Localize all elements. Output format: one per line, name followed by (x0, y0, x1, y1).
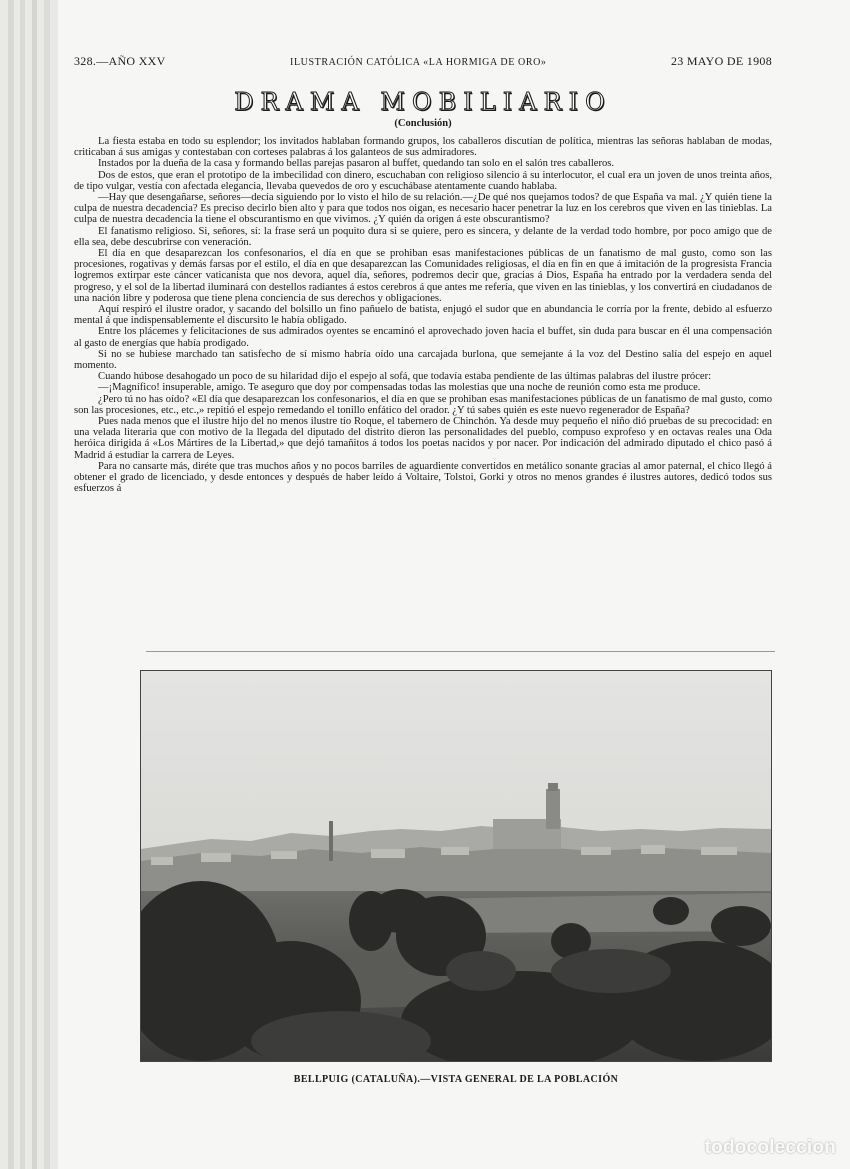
town-photograph (140, 670, 772, 1062)
paragraph: —¡Magnífico! insuperable, amigo. Te aseguro que doy por compensadas todas las molestias que una noche de reunión como esta me produce. (98, 382, 701, 394)
paragraph: Aquí respiró el ilustre orador, y sacando del bolsillo un fino pañuelo de batista, enjugó el sudor que en abundancia le corría por la frente, debido al esfuerzo mental á que indispensablemente el discursito le había obligado. (74, 304, 772, 327)
watermark-logo: todocoleccion (704, 1137, 836, 1158)
paragraph: Para no cansarte más, diréte que tras muchos años y no pocos barriles de aguardiente convertidos en metálico sonante gracias al amor paternal, el chico llegó á obtener el grado de licenciado, y desde entonces y después de haber leído á Voltaire, Tolstoi, Gorki y otros no menos grandes é ilustres autores, dedicó todos sus esfuerzos á (74, 460, 772, 495)
section-divider (146, 651, 775, 652)
page-number-year: 328.—AÑO XXV (74, 54, 166, 68)
paragraph: Dos de estos, que eran el prototipo de la imbecilidad con dinero, escuchaban con religioso silencio á su interlocutor, el cual era un joven de unos treinta años, de tipo vulgar, vestía con afectada elegancia, llevaba quevedos de oro y escuchábase atentamente cuando hablaba. (74, 169, 772, 192)
page-content (74, 54, 772, 495)
article-title: DRAMA MOBILIARIO (234, 88, 612, 116)
paragraph: Instados por la dueña de la casa y formando bellas parejas pasaron al buffet, quedando tan solo en el salón tres caballeros. (98, 158, 615, 170)
paragraph: Cuando húbose desahogado un poco de su hilaridad dijo el espejo al sofá, que todavía estaba pendiente de las últimas palabras del ilustre prócer: (98, 371, 712, 383)
article-subtitle: (Conclusión) (394, 118, 452, 129)
paragraph: Si no se hubiese marchado tan satisfecho de sí mismo habría oído una carcajada burlona, que semejante á la voz del Destino salía del espejo en aquel momento. (74, 348, 772, 372)
paragraph: Pues nada menos que el ilustre hijo del no menos ilustre tío Roque, el tabernero de Chinchón. Ya desde muy pequeño el niño dió pruebas de su precocidad: en una velada literaria que con motivo de la llegada del diputado del distrito dieron las personalidades del pueblo, compuso exprofeso y en octavas reales una Oda heróica dirigida á «Los Mártires de la Libertad,» que dejó tamañitos á todos los poetas nacidos y por nacer. Por indicación del admirado diputado el chico pasó á Madrid á estudiar la carrera de Leyes. (74, 416, 772, 461)
paragraph: El fanatismo religioso. Si, señores, sí: la frase será un poquito dura si se quiere, pero es sincera, y delante de la verdad todo hombre, por poco amigo que de ella sea, debe descubrirse con veneración. (74, 225, 772, 248)
publication-name: ILUSTRACIÓN CATÓLICA «LA HORMIGA DE ORO» (290, 57, 547, 68)
photo-caption: BELLPUIG (CATALUÑA).—VISTA GENERAL DE LA POBLACIÓN (293, 1074, 619, 1085)
page-stack-edges (0, 0, 60, 1169)
paragraph: El día en que desaparezcan los confesonarios, el día en que se prohiban esas manifestaciones públicas de un fanatismo de mal gusto, como son las procesiones, rogativas y demás farsas por el estilo, el día en que desaparezcan las Comunidades religiosas, el día en fin en que á imitación de la progresista Francia logremos extirpar este cáncer vaticanista que nos devora, aquel día, señores, podremos decir que, gracias á Dios, España ha entrado por la verdadera senda del progreso, y el sol de la libertad iluminará con destellos radiantes á estos cerebros á que antes me refería, que viven en las tinieblas, y los convertirá en ciudadanos de una nación libre y poderosa que tiene plena conciencia de sus derechos y obligaciones. (74, 248, 772, 304)
paragraph: —Hay que desengañarse, señores—decía siguiendo por lo visto el hilo de su relación.—¿De qué nos quejamos todos? de que España va mal. ¿Y quién tiene la culpa de nuestra decadencia? Es preciso decirlo bien alto y para que todos nos oigan, es necesario hacer penetrar la luz en los cerebros que viven en las tinieblas. La culpa de nuestra decadencia la tiene el obscurantismo en que vivimos. ¿Y quién da origen á este obscurantismo? (74, 192, 772, 226)
paragraph: Entre los plácemes y felicitaciones de sus admirados oyentes se encaminó el aprovechado joven hacia el buffet, sin duda para buscar en él una compensación al gasto de energías que había prodigado. (74, 326, 772, 349)
article-body (74, 136, 772, 495)
paragraph: La fiesta estaba en todo su esplendor; los invitados hablaban formando grupos, los caballeros discutían de política, mientras las señoras hablaban de modas, criticaban á sus amigas y contestaban con corteses palabras á los galanteos de sus admiradores. (74, 136, 772, 159)
paragraph: ¿Pero tú no has oído? «El día que desaparezcan los confesonarios, el día en que se prohiban esas manifestaciones públicas de un fanatismo de mal gusto, como son las procesiones, etc., etc.,» repitió el espejo remedando el tonillo enfático del orador. ¿Y tú sabes quién es este nuevo regenerador de España? (74, 393, 772, 416)
issue-date: 23 MAYO DE 1908 (670, 54, 772, 68)
running-header (74, 54, 772, 72)
